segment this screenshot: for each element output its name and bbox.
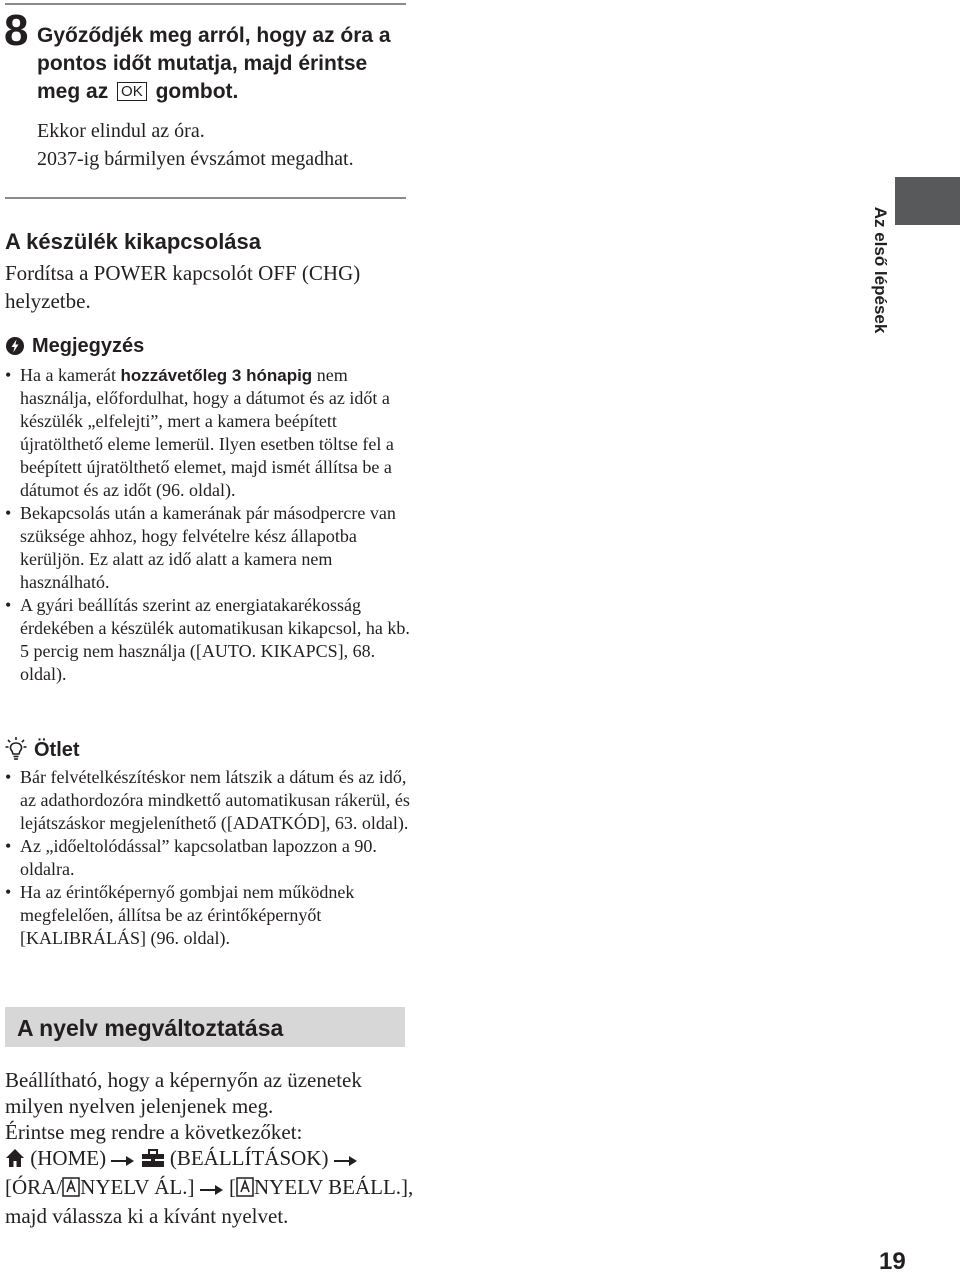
tips-heading-text: Ötlet bbox=[34, 739, 80, 761]
settings-label: (BEÁLLÍTÁSOK) bbox=[169, 1146, 329, 1170]
toolbox-icon bbox=[141, 1148, 165, 1174]
lightbulb-icon bbox=[5, 736, 27, 767]
step-line-1: Ekkor elindul az óra. bbox=[37, 120, 205, 142]
section-rule bbox=[5, 197, 406, 199]
page-number: 19 bbox=[879, 1248, 906, 1275]
power-off-title: A készülék kikapcsolása bbox=[5, 229, 262, 254]
step-description bbox=[37, 117, 407, 173]
language-setting-prefix: [ bbox=[229, 1175, 237, 1199]
arrow-right-icon bbox=[111, 1148, 135, 1174]
note-emphasis: hozzávetőleg 3 hónapig bbox=[120, 366, 313, 385]
step-number: 8 bbox=[4, 6, 29, 55]
arrow-right-icon bbox=[200, 1177, 224, 1203]
language-instructions bbox=[5, 1067, 415, 1229]
note-item: • A gyári beállítás szerint az energiatakarékosság érdekében a készülék automatikusan kikapcsol, ha kb. 5 percig nem használja ([AUTO. KIKAPCS], 68. oldal). bbox=[0, 594, 410, 686]
tip-item: • Ha az érintőképernyő gombjai nem működnek megfelelően, állítsa be az érintőképernyőt [KALIBRÁLÁS] (96. oldal). bbox=[0, 881, 410, 950]
step-title-part2: gombot. bbox=[155, 80, 239, 103]
language-section-header bbox=[5, 1007, 405, 1047]
step-instruction bbox=[37, 22, 407, 106]
language-icon bbox=[236, 1177, 254, 1203]
ok-button-icon: OK bbox=[117, 82, 147, 101]
language-icon bbox=[62, 1177, 80, 1203]
note-item bbox=[0, 364, 410, 502]
step-line-2: 2037-ig bármilyen évszámot megadhat. bbox=[37, 148, 354, 170]
language-para-2: Érintse meg rendre a következőket: bbox=[5, 1120, 303, 1144]
tip-item: • Az „időeltolódással” kapcsolatban lapozzon a 90. oldalra. bbox=[0, 835, 410, 881]
home-icon bbox=[5, 1148, 25, 1174]
notes-heading-text: Megjegyzés bbox=[32, 335, 145, 357]
note-text: nem használja, előfordulhat, hogy a dátumot és az időt a készülék „elfelejti”, mert a kamera beépített újratölthető eleme lemerül. Ilyen esetben töltse fel a beépített újratölthető elemet, majd ismét állítsa be a dátumot és az időt (96. oldal). bbox=[20, 365, 394, 500]
language-section-title: A nyelv megváltoztatása bbox=[17, 1015, 284, 1041]
tips-list bbox=[0, 766, 410, 950]
notes-heading bbox=[5, 333, 144, 363]
chapter-tab bbox=[895, 177, 960, 225]
language-setting-label: NYELV BEÁLL.], majd válassza ki a kívánt nyelvet. bbox=[5, 1175, 414, 1228]
home-label: (HOME) bbox=[30, 1146, 107, 1170]
step-title-part1: Győződjék meg arról, hogy az óra a pontos időt mutatja, majd érintse meg az bbox=[37, 24, 391, 103]
arrow-right-icon bbox=[334, 1148, 358, 1174]
tips-heading bbox=[5, 736, 80, 767]
chapter-label-text: Az első lépések bbox=[871, 206, 890, 334]
language-para-1: Beállítható, hogy a képernyőn az üzenetek milyen nyelven jelenjenek meg. bbox=[5, 1068, 362, 1118]
clock-menu-prefix: [ÓRA/ bbox=[5, 1175, 63, 1199]
note-text: Ha a kamerát bbox=[20, 365, 121, 385]
top-rule bbox=[5, 3, 406, 5]
notes-list bbox=[0, 364, 410, 686]
note-item: • Bekapcsolás után a kamerának pár másodpercre van szüksége ahhoz, hogy felvételre kész állapotba kerüljön. Ez alatt az idő alatt a kamera nem használható. bbox=[0, 502, 410, 594]
power-off-body: Fordítsa a POWER kapcsolót OFF (CHG) helyzetbe. bbox=[5, 261, 361, 313]
language-path bbox=[5, 1145, 415, 1229]
clock-menu-label: NYELV ÁL.] bbox=[80, 1175, 195, 1199]
tip-item: • Bár felvételkészítéskor nem látszik a dátum és az idő, az adathordozóra mindkettő automatikusan rákerül, és lejátszáskor megjeleníthető ([ADATKÓD], 63. oldal). bbox=[0, 766, 410, 835]
note-icon bbox=[5, 336, 25, 363]
